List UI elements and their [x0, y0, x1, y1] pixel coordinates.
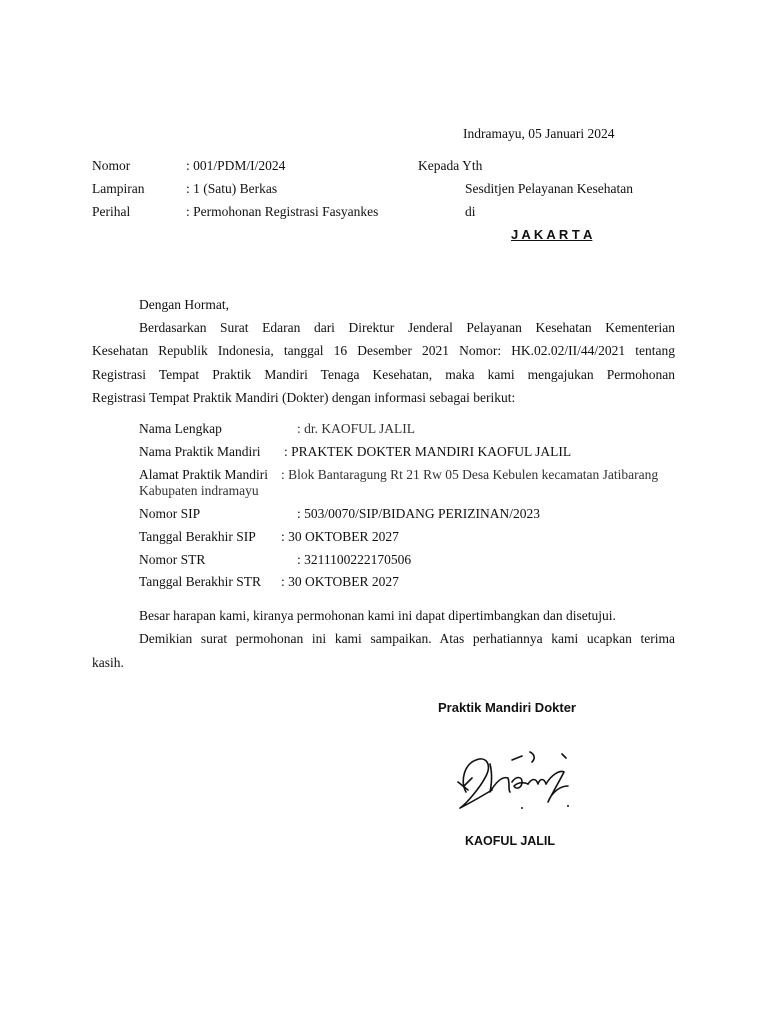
detail-label: Tanggal Berakhir SIP [139, 529, 256, 544]
intro-line-1: Berdasarkan Surat Edaran dari Direktur Jenderal Pelayanan Kesehatan Kementerian [139, 320, 675, 335]
closing-paragraph-2-end: kasih. [92, 655, 124, 670]
signer-name: KAOFUL JALIL [465, 834, 556, 848]
detail-label: Nomor SIP [139, 506, 201, 521]
detail-label: Alamat Praktik Mandiri [139, 467, 268, 482]
recipient-city: J A K A R T A [511, 227, 593, 242]
recipient-line1: Kepada Yth [418, 158, 483, 173]
recipient-line2: Sesditjen Pelayanan Kesehatan [465, 181, 633, 196]
detail-value: : 3211100222170506 [297, 552, 412, 567]
detail-label: Nomor STR [139, 552, 206, 567]
closing-paragraph-1: Besar harapan kami, kiranya permohonan kami ini dapat dipertimbangkan dan disetujui. [139, 608, 616, 623]
detail-value: : dr. KAOFUL JALIL [297, 421, 415, 436]
detail-value-continued: Kabupaten indramayu [139, 483, 259, 498]
nomor-value: : 001/PDM/I/2024 [186, 158, 286, 173]
intro-line-2: Kesehatan Republik Indonesia, tanggal 16 Desember 2021 Nomor: HK.02.02/II/44/2021 tentang [92, 343, 675, 358]
detail-label: Nama Lengkap [139, 421, 222, 436]
detail-label: Tanggal Berakhir STR [139, 574, 262, 589]
detail-value: : 30 OKTOBER 2027 [281, 574, 399, 589]
detail-value: : 30 OKTOBER 2027 [281, 529, 399, 544]
handwritten-signature [452, 742, 572, 820]
greeting: Dengan Hormat, [139, 297, 229, 312]
lampiran-label: Lampiran [92, 181, 145, 196]
detail-label: Nama Praktik Mandiri [139, 444, 261, 459]
perihal-label: Perihal [92, 204, 131, 219]
recipient-line3: di [465, 204, 476, 219]
closing-paragraph-2: Demikian surat permohonan ini kami sampaikan. Atas perhatiannya kami ucapkan terima [139, 631, 675, 646]
detail-value: : PRAKTEK DOKTER MANDIRI KAOFUL JALIL [284, 444, 572, 459]
perihal-value: : Permohonan Registrasi Fasyankes [186, 204, 379, 219]
intro-line-4: Registrasi Tempat Praktik Mandiri (Dokter) dengan informasi sebagai berikut: [92, 390, 516, 405]
nomor-label: Nomor [92, 158, 131, 173]
signature-title: Praktik Mandiri Dokter [438, 700, 576, 715]
detail-value: : Blok Bantaragung Rt 21 Rw 05 Desa Kebulen kecamatan Jatibarang [281, 467, 659, 482]
detail-value: : 503/0070/SIP/BIDANG PERIZINAN/2023 [297, 506, 541, 521]
lampiran-value: : 1 (Satu) Berkas [186, 181, 278, 196]
intro-line-3: Registrasi Tempat Praktik Mandiri Tenaga Kesehatan, maka kami mengajukan Permohonan [92, 367, 675, 382]
place-date: Indramayu, 05 Januari 2024 [463, 126, 615, 141]
